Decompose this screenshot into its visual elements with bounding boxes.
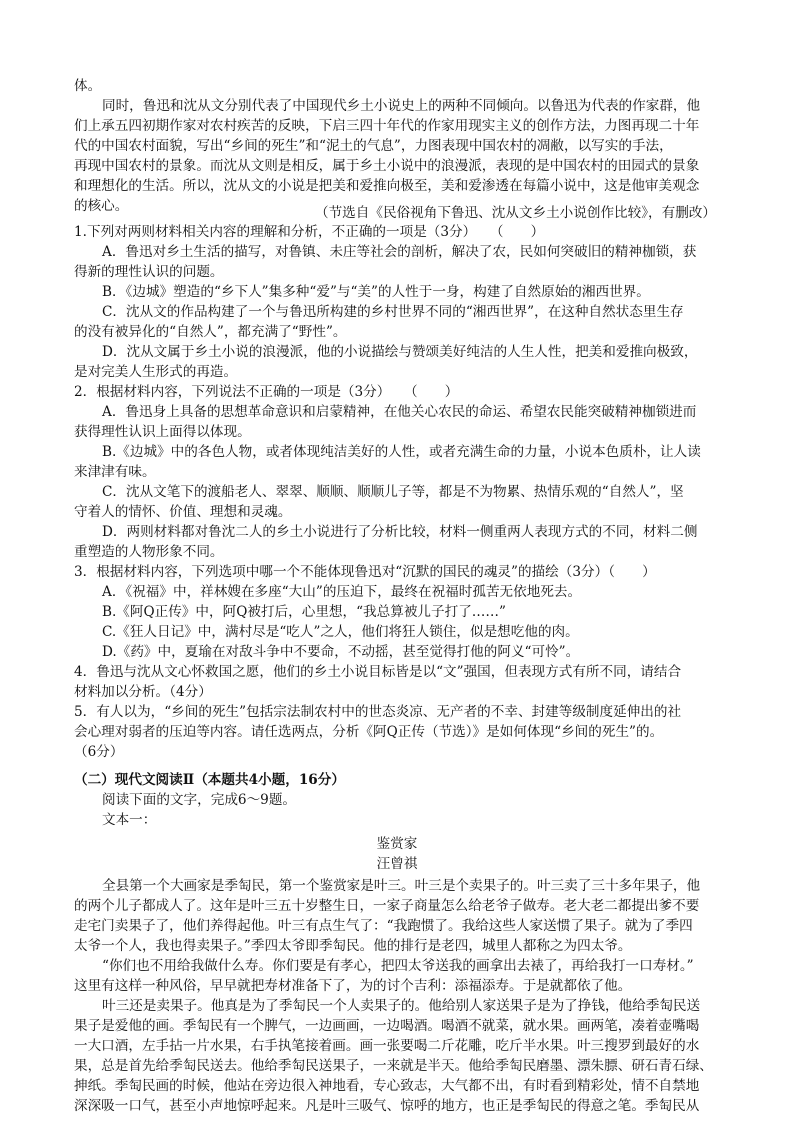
text-line: 们上承五四初期作家对农村疾苦的反映，下启三四十年代的作家用现实主义的创作方法，力图再现二十年 bbox=[74, 118, 700, 134]
question-5: 5．有人以为，“乡间的死生”包括宗法制农村中的世态炎凉、无产者的不幸、封建等级制度延伸出的社 bbox=[74, 704, 682, 720]
option-line: C．沈从文的作品构建了一个与鲁迅所构建的乡村世界不同的“湘西世界”，在这种自然状态里生存 bbox=[102, 304, 684, 320]
text-line: 的两个儿子都成人了。这年是叶三五十岁整生日，一家子商量怎么给老爷子做寿。老大老二都提出爹不要 bbox=[74, 898, 700, 914]
text-line: 走宅门卖果子了，他们养得起他。叶三有点生气了：“我跑惯了。我给这些人家送惯了果子。就为了季四 bbox=[74, 918, 693, 934]
option-line: A．《祝福》中，祥林嫂在多座“大山”的压迫下，最终在祝福时孤苦无依地死去。 bbox=[102, 584, 582, 600]
option-line: 守着人的情怀、价值、理想和灵魂。 bbox=[74, 504, 292, 520]
section-heading: （二）现代文阅读Ⅱ（本题共4小题，16分） bbox=[74, 772, 345, 788]
text-line: 一大口酒，左手拈一片水果，右手执笔接着画。画一张要喝二斤花雕，吃斤半水果。叶三搜罗到最好的水 bbox=[74, 1038, 700, 1054]
option-line: B.《阿Q正传》中，阿Q被打后，心里想，“我总算被儿子打了……” bbox=[102, 604, 506, 620]
text-line: 果子是爱他的画。季匋民有一个脾气，一边画画，一边喝酒。喝酒不就菜，就水果。画两笔，凑着壶嘴喝 bbox=[74, 1018, 700, 1034]
option-line: 得新的理性认识的问题。 bbox=[74, 264, 224, 280]
text-line: 体。 bbox=[74, 78, 102, 94]
option-line: D．两则材料都对鲁沈二人的乡土小说进行了分析比较，材料一侧重两人表现方式的不同，材料二侧 bbox=[102, 524, 698, 540]
option-line: D．沈从文属于乡土小说的浪漫派，他的小说描绘与赞颂美好纯洁的人生人性，把美和爱推向极致， bbox=[102, 344, 698, 360]
option-line: B．《边城》塑造的“乡下人”集多种“爱”与“美”的人性于一身，构建了自然原始的湘西世界。 bbox=[102, 284, 650, 300]
question-2: 2．根据材料内容，下列说法不正确的一项是（3分） （ ） bbox=[74, 384, 459, 400]
text-line: 这里有这样一种风俗，早早就把寿材准备下了，为的讨个吉利：添福添寿。于是就都依了他。 bbox=[74, 978, 632, 994]
article-title: 鉴赏家 bbox=[376, 836, 418, 852]
question-line: 材料加以分析。（4分） bbox=[74, 684, 212, 700]
text-line: 深深吸一口气，甚至小声地惊呼起来。凡是叶三吸气、惊呼的地方，也正是季匋民的得意之笔。季匋民从 bbox=[74, 1098, 700, 1114]
option-line: B.《边城》中的各色人物，或者体现纯洁美好的人性，或者充满生命的力量，小说本色质朴，让人读 bbox=[102, 444, 701, 460]
text-line: 同时，鲁迅和沈从文分别代表了中国现代乡土小说史上的两种不同倾向。以鲁迅为代表的作家群，他 bbox=[102, 98, 701, 114]
option-line: A．鲁迅身上具备的思想革命意识和启蒙精神，在他关心农民的命运、希望农民能突破精神枷锁进而 bbox=[102, 404, 697, 420]
text-label: 文本一： bbox=[102, 812, 157, 828]
option-line: 的没有被异化的“自然人”，都充满了“野性”。 bbox=[74, 324, 347, 340]
option-line: 是对完美人生形式的再造。 bbox=[74, 364, 238, 380]
text-line: 太爷一个人，我也得卖果子。”季四太爷即季匋民。他的排行是老四，城里人都称之为四太爷。 bbox=[74, 938, 632, 954]
text-line: “你们也不用给我做什么寿。你们要是有孝心，把四太爷送我的画拿出去裱了，再给我打一口寿材。” bbox=[102, 958, 694, 974]
text-line: 再现中国农村的景象。而沈从文则是相反，属于乡土小说中的浪漫派，表现的是中国农村的田园式的景象 bbox=[74, 158, 700, 174]
text-line: 全县第一个大画家是季匋民，第一个鉴赏家是叶三。叶三是个卖果子的。叶三卖了三十多年果子，他 bbox=[102, 878, 701, 894]
option-line: 重塑造的人物形象不同。 bbox=[74, 544, 224, 560]
text-line: 抻纸。季匋民画的时候，他站在旁边很入神地看，专心致志，大气都不出，有时看到精彩处，情不自禁地 bbox=[74, 1078, 700, 1094]
article-author: 汪曾祺 bbox=[376, 856, 418, 872]
text-line: 和理想化的生活。所以，沈从文的小说是把美和爱推向极至，美和爱渗透在每篇小说中，这是他审美观念 bbox=[74, 178, 700, 194]
option-line: 来津津有味。 bbox=[74, 464, 156, 480]
question-line: 会心理对弱者的压迫等内容。请任选两点，分析《阿Q正传（节选）》是如何体现“乡间的死生”的。 bbox=[74, 724, 664, 740]
option-line: 获得理性认识上面得以体现。 bbox=[74, 424, 251, 440]
text-line: 代的中国农村面貌，写出“乡间的死生”和“泥土的气息”，力图表现中国农村的凋敝，以写实的手法， bbox=[74, 138, 673, 154]
text-line: 叶三还是卖果子。他真是为了季匋民一个人卖果子的。他给别人家送果子是为了挣钱，他给季匋民送 bbox=[102, 998, 701, 1014]
text-line: 果，总是首先给季匋民送去。他给季匋民送果子，一来就是半天。他给季匋民磨墨、漂朱膘、研石青石绿、 bbox=[74, 1058, 713, 1074]
option-line: C.《狂人日记》中，满村尽是“吃人”之人，他们将狂人锁住，似是想吃他的肉。 bbox=[102, 624, 579, 640]
source-note: （节选自《民俗视角下鲁迅、沈从文乡土小说创作比较》，有删改） bbox=[314, 205, 716, 221]
question-3: 3．根据材料内容，下列选项中哪一个不能体现鲁迅对“沉默的国民的魂灵”的描绘（3分）（ ） bbox=[74, 564, 656, 580]
text-line: 的核心。 bbox=[74, 198, 129, 214]
option-line: C．沈从文笔下的渡船老人、翠翠、顺顺、顺顺儿子等，都是不为物累、热情乐观的“自然人”，坚 bbox=[102, 484, 684, 500]
option-line: A．鲁迅对乡土生活的描写，对鲁镇、未庄等社会的剖析，解决了农，民如何突破旧的精神枷锁，获 bbox=[102, 244, 697, 260]
question-4: 4．鲁迅与沈从文心怀救国之愿，他们的乡土小说目标皆是以“文”强国，但表现方式有所不同，请结合 bbox=[74, 664, 682, 680]
question-1: 1.下列对两则材料相关内容的理解和分析，不正确的一项是（3分） （ ） bbox=[74, 224, 545, 240]
instruction-line: 阅读下面的文字，完成6～9题。 bbox=[102, 792, 297, 808]
question-line: （6分） bbox=[74, 744, 124, 760]
option-line: D.《药》中，夏瑜在对敌斗争中不要命，不动摇，甚至觉得打他的阿义“可怜”。 bbox=[102, 644, 580, 660]
